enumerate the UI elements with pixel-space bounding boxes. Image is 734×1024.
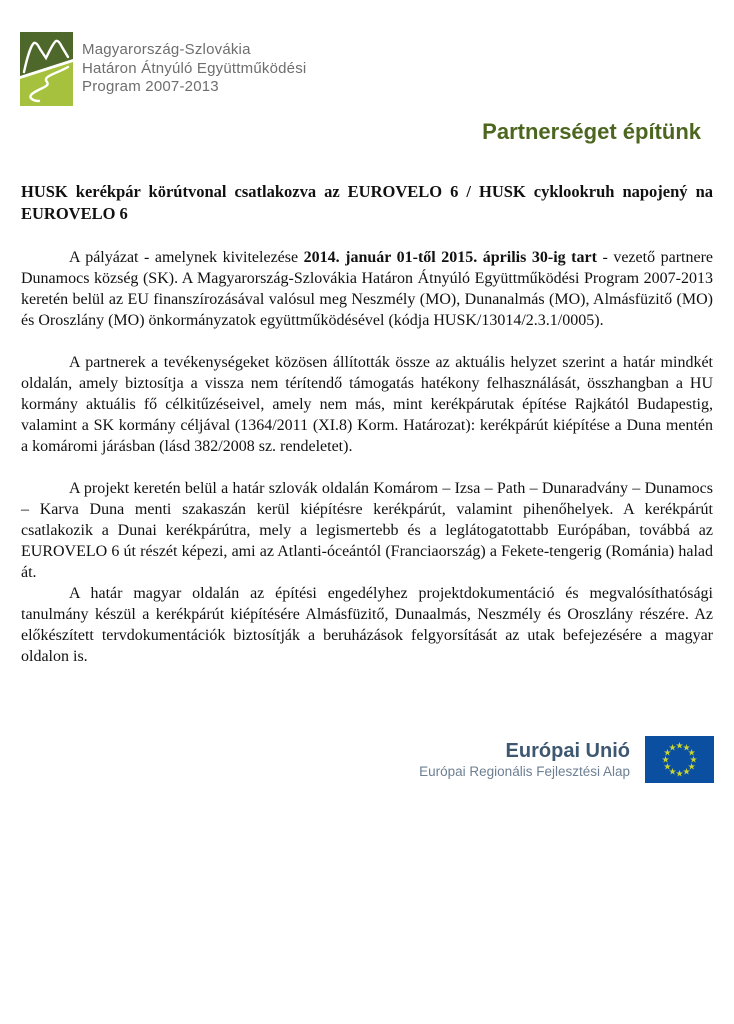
paragraph-1-dates: 2014. január 01-től 2015. április 30-ig tart <box>303 249 597 266</box>
eu-star-icon: ★ <box>675 740 684 750</box>
document-title: HUSK kerékpár körútvonal csatlakozva az EUROVELO 6 / HUSK cyklookruh napojený na EUROVELO 6 <box>21 182 713 223</box>
eu-flag-icon <box>645 736 714 783</box>
eu-star-icon: ★ <box>689 754 698 764</box>
program-logo-block <box>0 0 734 106</box>
program-logo-line2: Határon Átnyúló Együttműködési <box>82 59 307 77</box>
eu-star-icon: ★ <box>668 766 677 777</box>
program-logo-line3: Program 2007-2013 <box>82 78 219 96</box>
eu-star-icon: ★ <box>675 768 684 778</box>
eu-star-icon: ★ <box>663 761 672 771</box>
eu-star-icon: ★ <box>682 741 691 752</box>
eu-footer <box>419 736 714 783</box>
program-logo-icon <box>20 32 73 106</box>
document-body <box>0 181 734 667</box>
paragraph-1-post: - vezető partnere Dunamocs község (SK). A Magyarország-Szlovákia Határon Átnyúló Együttműködési Program 2007-2013 keretén belül az EU finanszírozásával valósul meg Neszmély (MO), Dunanalmás (MO), Almásfüzitő (MO) és Oroszlány (MO) önkormányzatok együttműködésével (kódja HUSK/13014/2.3.1/0005). <box>21 249 713 329</box>
program-logo-line1: Magyarország-Szlovákia <box>82 41 251 59</box>
eu-title: Európai Unió <box>505 739 630 762</box>
eu-footer-text <box>419 739 630 781</box>
eu-star-icon: ★ <box>668 741 677 752</box>
eu-star-icon: ★ <box>687 761 696 771</box>
paragraph-3: A projekt keretén belül a határ szlovák oldalán Komárom – Izsa – Path – Dunaradvány – Dunamocs – Karva Duna menti szakaszán kerül kiépítésre kerékpárút, valamint pihenőhelyek. A kerékpárút csatlakozik a Dunai kerékpárútra, mely a legismertebb és a leglátogatottabb Európában, továbbá az EUROVELO 6 út részét képezi, ami az Atlanti-óceántól (Franciaország) a Fekete-tengerig (Románia) halad át. <box>21 480 713 581</box>
paragraph-2: A partnerek a tevékenységeket közösen állították össze az aktuális helyzet szerint a határ mindkét oldalán, amely biztosítja a vissza nem térítendő támogatás hatékony felhasználását, összhangban a HU kormány aktuális fő célkitűzéseivel, amely nem más, mint kerékpárutak építése Rajkától Budapestig, valamint a SK kormány céljával (1364/2011 (XI.8) Korm. Határozat): kerékpárút kiépítése a Duna mentén a komáromi járásban (lásd 382/2008 sz. rendeletet). <box>21 354 713 455</box>
program-logo-text <box>82 41 306 97</box>
eu-star-icon: ★ <box>663 747 672 757</box>
paragraph-1-pre: A pályázat - amelynek kivitelezése <box>69 249 304 266</box>
eu-star-icon: ★ <box>661 754 670 764</box>
paragraph-4: A határ magyar oldalán az építési engedélyhez projektdokumentáció és megvalósíthatósági tanulmány készül a kerékpárút kiépítésére Almásfüzitő, Dunaalmás, Neszmély és Oroszlány részére. Az előkészített tervdokumentációk biztosítják a beruházások felgyorsítását az utak befejezésére a magyar oldalon is. <box>21 585 713 665</box>
eu-star-icon: ★ <box>687 747 696 757</box>
paragraph-1 <box>21 247 713 331</box>
eu-subtitle: Európai Regionális Fejlesztési Alap <box>419 763 630 779</box>
eu-star-icon: ★ <box>682 766 691 777</box>
tagline: Partnerséget építünk <box>482 119 701 144</box>
